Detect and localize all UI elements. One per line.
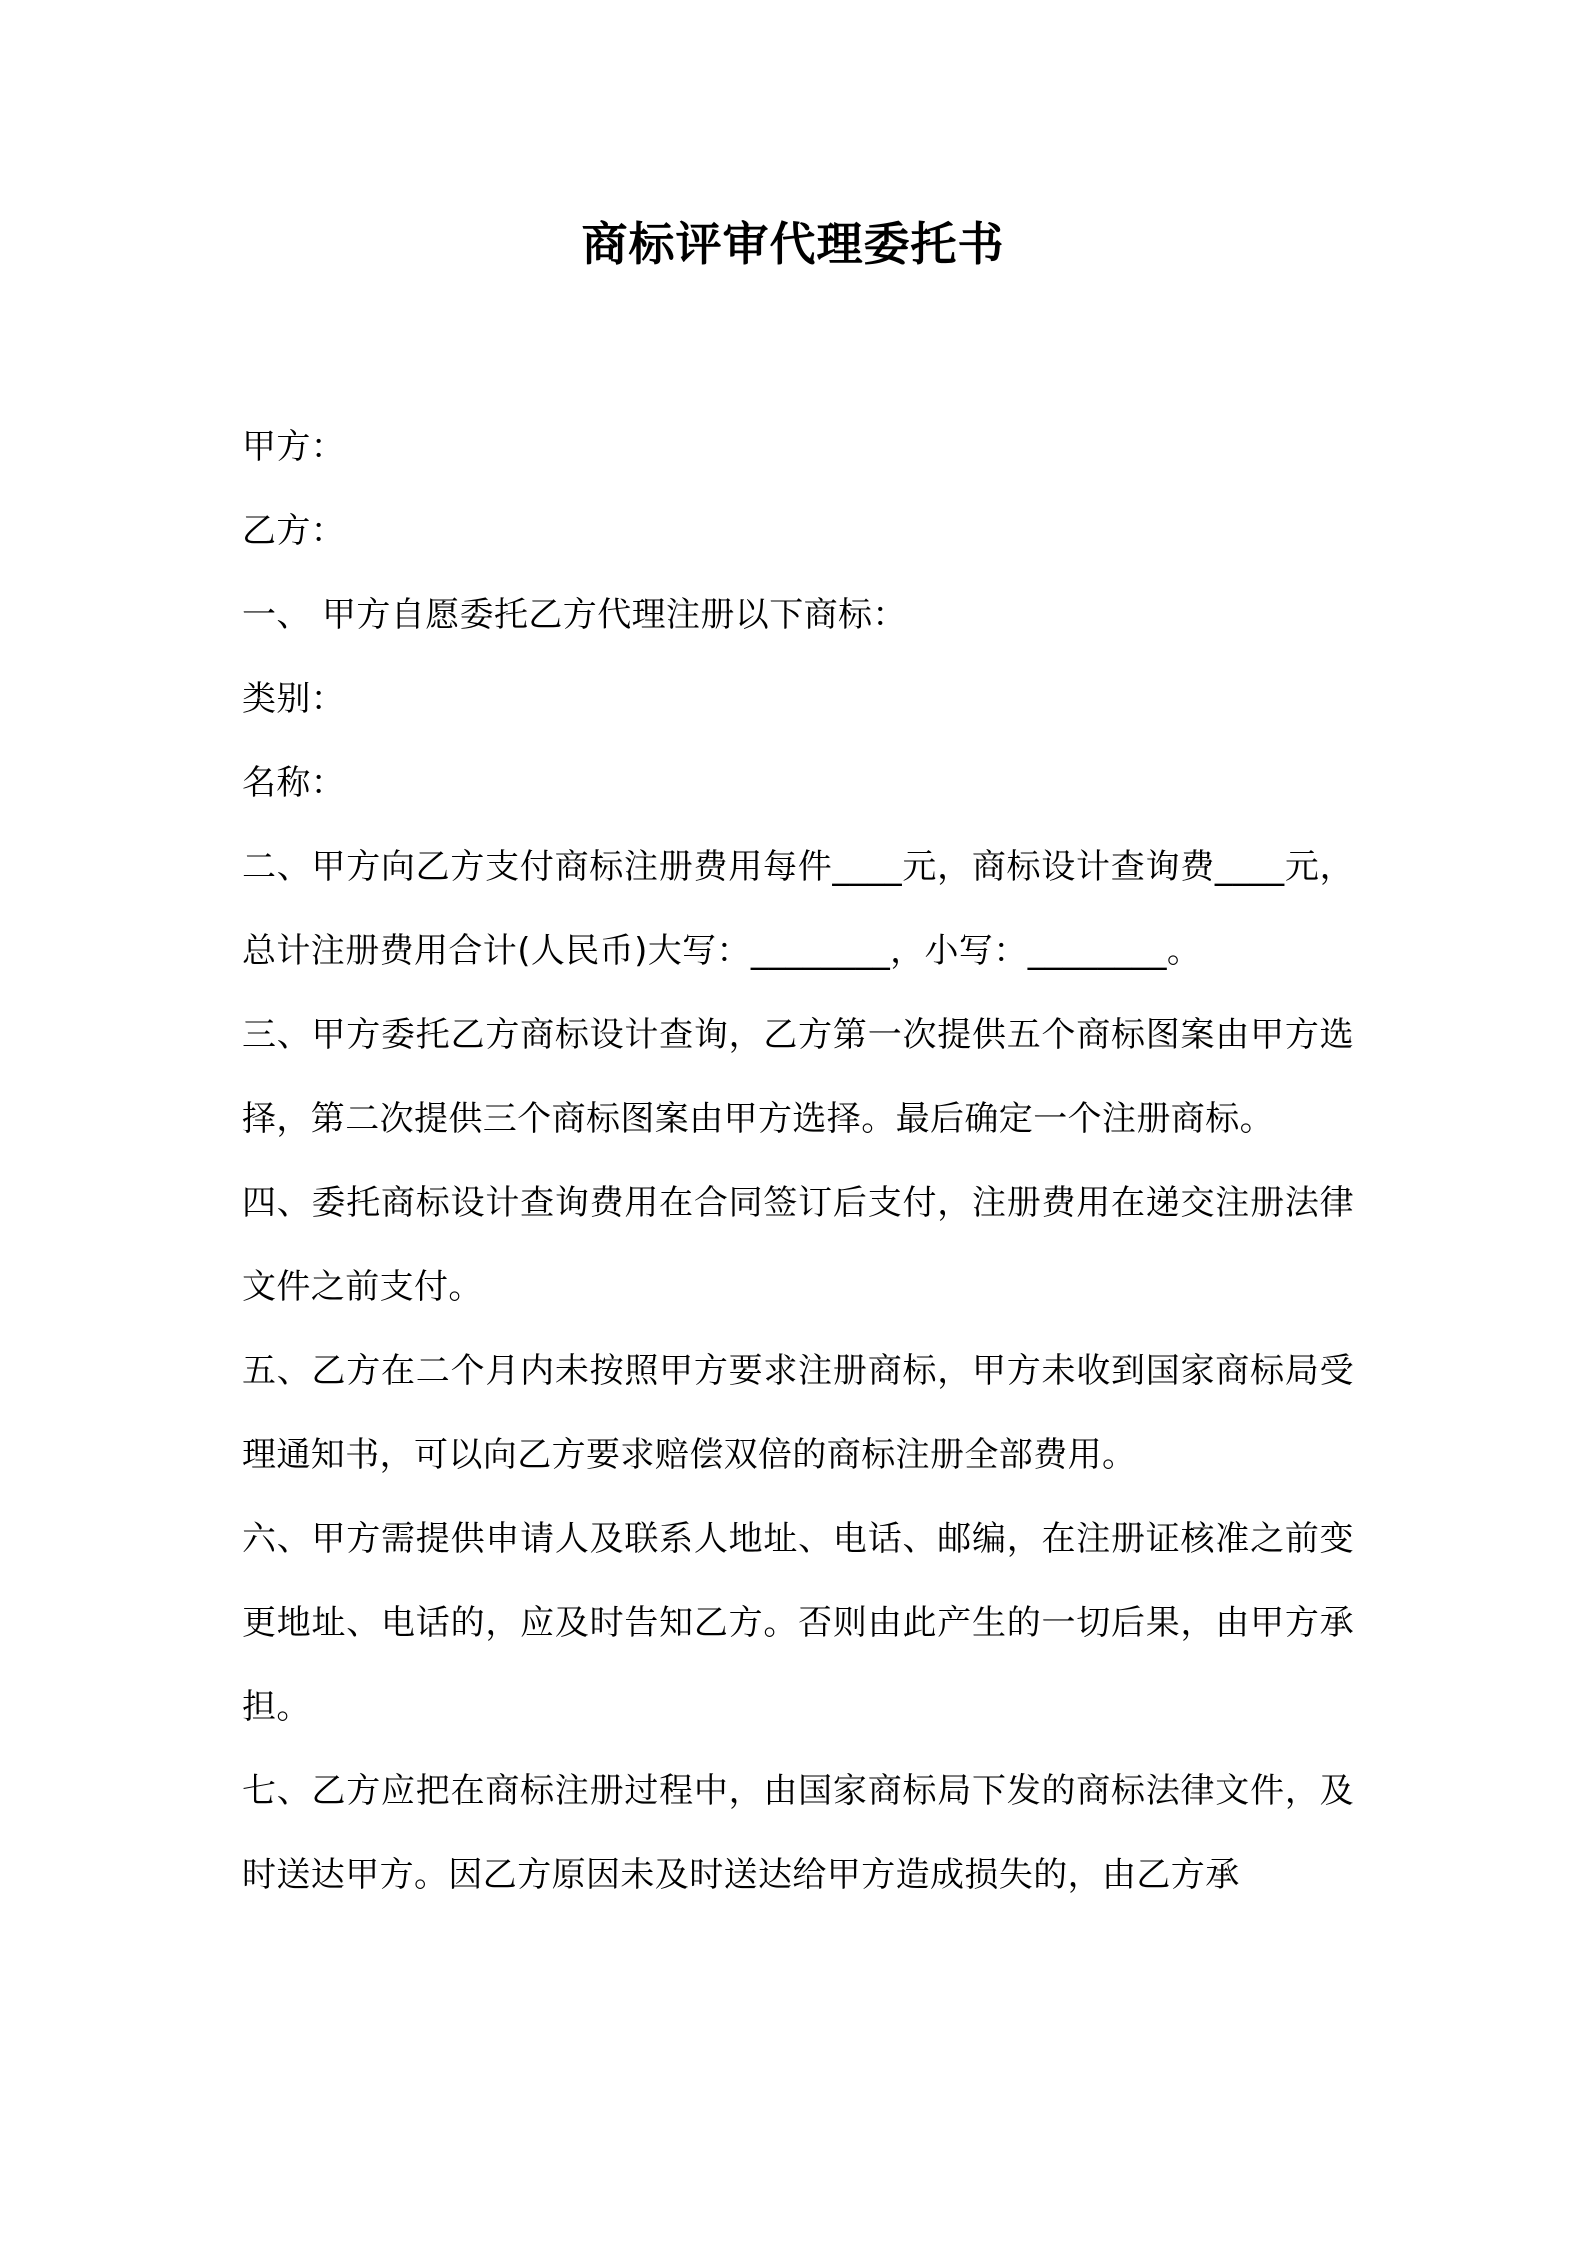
document-body xyxy=(242,405,1354,1917)
clause-7: 七、乙方应把在商标注册过程中，由国家商标局下发的商标法律文件，及时送达甲方。因乙方原因未及时送达给甲方造成损失的，由乙方承 xyxy=(242,1771,1354,1895)
party-b-line: 乙方： xyxy=(242,511,346,551)
document-title: 商标评审代理委托书 xyxy=(581,217,1005,271)
clause-2: 二、甲方向乙方支付商标注册费用每件____元，商标设计查询费____元，总计注册费用合计(人民币)大写：________，小写：________。 xyxy=(242,847,1354,971)
clause-5: 五、乙方在二个月内未按照甲方要求注册商标，甲方未收到国家商标局受理通知书，可以向乙方要求赔偿双倍的商标注册全部费用。 xyxy=(242,1351,1354,1475)
category-line: 类别： xyxy=(242,679,346,719)
clause-4: 四、委托商标设计查询费用在合同签订后支付，注册费用在递交注册法律文件之前支付。 xyxy=(242,1183,1354,1307)
party-a-line: 甲方： xyxy=(242,427,346,467)
clause-6: 六、甲方需提供申请人及联系人地址、电话、邮编，在注册证核准之前变更地址、电话的，应及时告知乙方。否则由此产生的一切后果，由甲方承担。 xyxy=(242,1519,1354,1727)
clause-1: 一、 甲方自愿委托乙方代理注册以下商标： xyxy=(242,595,907,635)
clause-3: 三、甲方委托乙方商标设计查询，乙方第一次提供五个商标图案由甲方选择，第二次提供三个商标图案由甲方选择。最后确定一个注册商标。 xyxy=(242,1015,1354,1139)
name-line: 名称： xyxy=(242,763,346,803)
